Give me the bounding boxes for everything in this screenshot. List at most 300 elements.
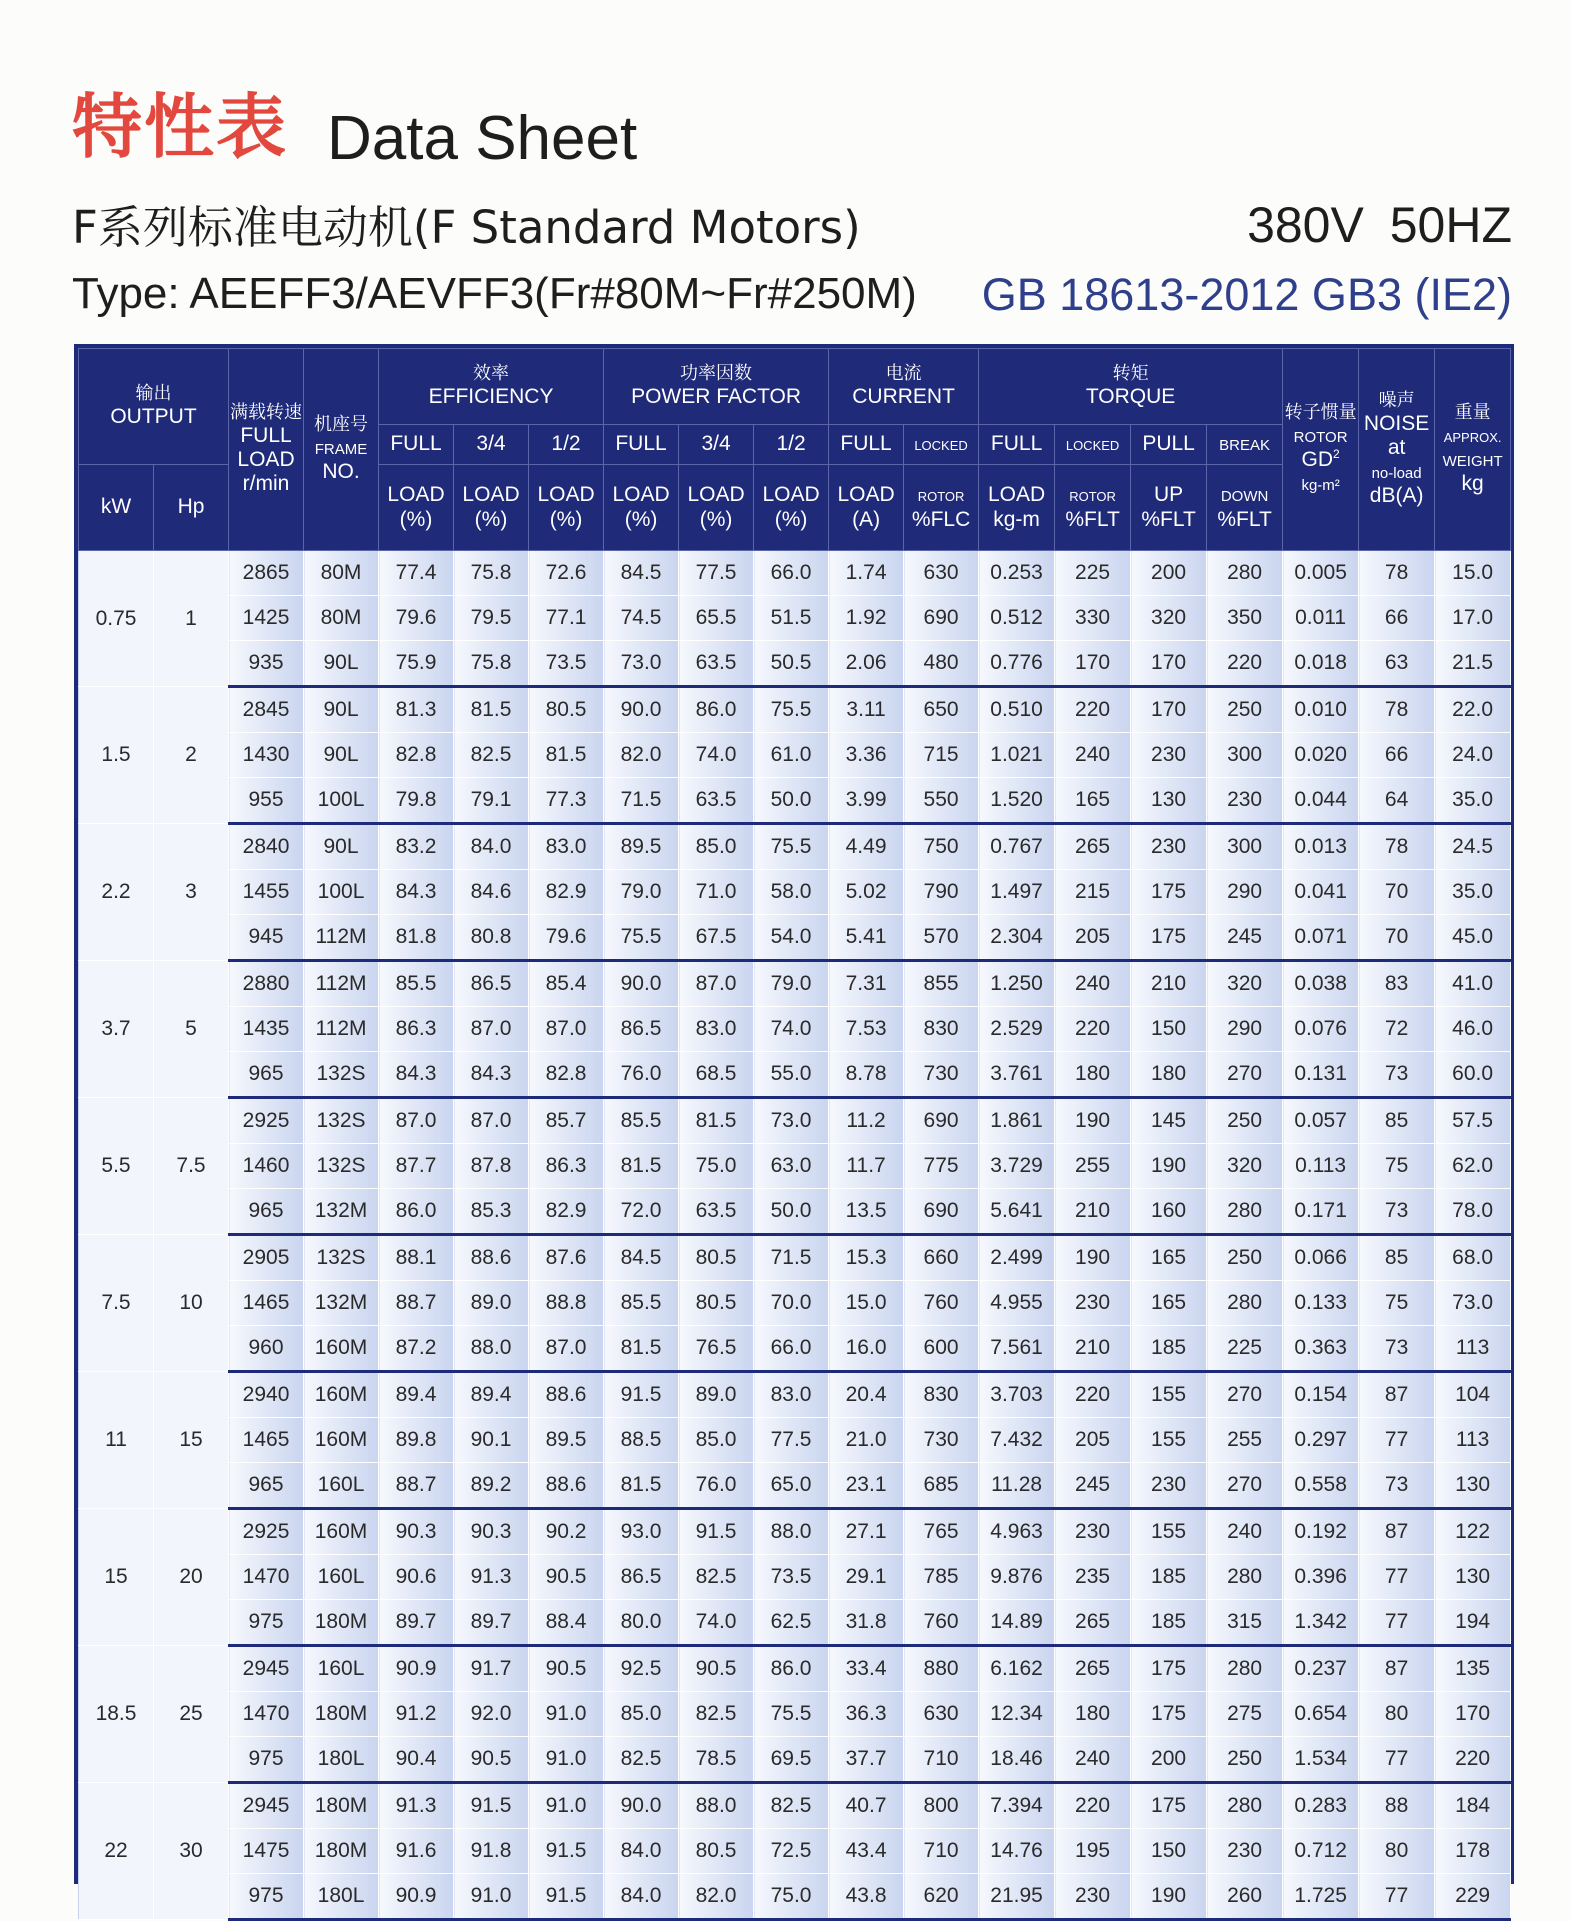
header-eff-full-load: LOAD (%) xyxy=(379,465,454,551)
table-cell: 2940 xyxy=(229,1372,304,1418)
table-cell: 91.0 xyxy=(529,1692,604,1737)
table-cell: 1435 xyxy=(229,1007,304,1052)
table-row xyxy=(79,1555,1511,1600)
table-cell: 4.955 xyxy=(979,1281,1055,1326)
table-cell: 90.3 xyxy=(379,1509,454,1555)
cell-hp: 30 xyxy=(154,1783,229,1920)
table-cell: 85.5 xyxy=(604,1281,679,1326)
table-cell: 0.558 xyxy=(1283,1463,1359,1509)
table-cell: 91.2 xyxy=(379,1692,454,1737)
table-cell: 40.7 xyxy=(829,1783,904,1829)
table-cell: 315 xyxy=(1207,1600,1283,1646)
table-cell: 3.703 xyxy=(979,1372,1055,1418)
table-cell: 77.1 xyxy=(529,596,604,641)
table-cell: 75 xyxy=(1359,1281,1435,1326)
table-cell: 122 xyxy=(1435,1509,1511,1555)
table-cell: 270 xyxy=(1207,1052,1283,1098)
table-cell: 24.5 xyxy=(1435,824,1511,870)
table-cell: 15.0 xyxy=(1435,551,1511,596)
table-cell: 0.776 xyxy=(979,641,1055,687)
table-cell: 76.0 xyxy=(679,1463,754,1509)
table-cell: 245 xyxy=(1055,1463,1131,1509)
table-cell: 84.0 xyxy=(604,1829,679,1874)
table-cell: 86.5 xyxy=(604,1007,679,1052)
table-cell: 75.0 xyxy=(754,1874,829,1920)
table-cell: 185 xyxy=(1131,1600,1207,1646)
table-cell: 75.0 xyxy=(679,1144,754,1189)
table-cell: 66.0 xyxy=(754,551,829,596)
table-cell: 1470 xyxy=(229,1692,304,1737)
table-cell: 73 xyxy=(1359,1463,1435,1509)
table-cell: 73.0 xyxy=(1435,1281,1511,1326)
table-row xyxy=(79,596,1511,641)
table-cell: 89.0 xyxy=(454,1281,529,1326)
table-cell: 190 xyxy=(1131,1144,1207,1189)
table-cell: 0.512 xyxy=(979,596,1055,641)
table-row xyxy=(79,1235,1511,1281)
table-cell: 175 xyxy=(1131,1692,1207,1737)
table-cell: 685 xyxy=(904,1463,979,1509)
table-cell: 760 xyxy=(904,1281,979,1326)
table-cell: 7.394 xyxy=(979,1783,1055,1829)
table-cell: 0.041 xyxy=(1283,870,1359,915)
cell-hp: 10 xyxy=(154,1235,229,1372)
table-cell: 87.2 xyxy=(379,1326,454,1372)
header-tq-break-down: DOWN %FLT xyxy=(1207,465,1283,551)
table-cell: 87.6 xyxy=(529,1235,604,1281)
table-cell: 975 xyxy=(229,1874,304,1920)
table-cell: 63.0 xyxy=(754,1144,829,1189)
table-cell: 84.3 xyxy=(379,870,454,915)
table-cell: 160 xyxy=(1131,1189,1207,1235)
table-cell: 220 xyxy=(1055,1783,1131,1829)
table-cell: 180M xyxy=(304,1692,379,1737)
table-row xyxy=(79,1372,1511,1418)
table-cell: 935 xyxy=(229,641,304,687)
table-cell: 320 xyxy=(1207,961,1283,1007)
table-cell: 5.641 xyxy=(979,1189,1055,1235)
table-cell: 1465 xyxy=(229,1418,304,1463)
table-cell: 77.5 xyxy=(679,551,754,596)
table-cell: 790 xyxy=(904,870,979,915)
table-cell: 175 xyxy=(1131,915,1207,961)
table-cell: 31.8 xyxy=(829,1600,904,1646)
table-cell: 180 xyxy=(1055,1692,1131,1737)
table-cell: 4.963 xyxy=(979,1509,1055,1555)
table-cell: 87 xyxy=(1359,1509,1435,1555)
table-cell: 60.0 xyxy=(1435,1052,1511,1098)
table-cell: 715 xyxy=(904,733,979,778)
table-cell: 265 xyxy=(1055,1600,1131,1646)
table-cell: 235 xyxy=(1055,1555,1131,1600)
table-cell: 300 xyxy=(1207,733,1283,778)
table-cell: 1425 xyxy=(229,596,304,641)
table-cell: 170 xyxy=(1435,1692,1511,1737)
table-cell: 35.0 xyxy=(1435,870,1511,915)
table-cell: 90.9 xyxy=(379,1874,454,1920)
header-pf-full-load: LOAD (%) xyxy=(604,465,679,551)
table-cell: 225 xyxy=(1055,551,1131,596)
header-torque: 转矩 TORQUE xyxy=(979,349,1283,425)
table-cell: 1.534 xyxy=(1283,1737,1359,1783)
table-cell: 630 xyxy=(904,1692,979,1737)
table-cell: 3.36 xyxy=(829,733,904,778)
table-cell: 74.0 xyxy=(754,1007,829,1052)
table-cell: 1.021 xyxy=(979,733,1055,778)
table-cell: 11.2 xyxy=(829,1098,904,1144)
table-cell: 200 xyxy=(1131,551,1207,596)
table-cell: 0.192 xyxy=(1283,1509,1359,1555)
table-row xyxy=(79,1463,1511,1509)
table-cell: 955 xyxy=(229,778,304,824)
table-cell: 90.5 xyxy=(454,1737,529,1783)
table-cell: 210 xyxy=(1055,1326,1131,1372)
table-cell: 855 xyxy=(904,961,979,1007)
table-header xyxy=(79,349,1511,551)
table-cell: 84.0 xyxy=(604,1874,679,1920)
table-cell: 21.0 xyxy=(829,1418,904,1463)
table-cell: 2905 xyxy=(229,1235,304,1281)
header-pf-3q-load: LOAD (%) xyxy=(679,465,754,551)
type-line: Type: AEEFF3/AEVFF3(Fr#80M~Fr#250M) xyxy=(72,269,917,318)
table-cell: 650 xyxy=(904,687,979,733)
table-cell: 250 xyxy=(1207,1098,1283,1144)
table-cell: 90.6 xyxy=(379,1555,454,1600)
table-cell: 765 xyxy=(904,1509,979,1555)
header-tq-locked-rotor: ROTOR %FLT xyxy=(1055,465,1131,551)
table-cell: 79.6 xyxy=(379,596,454,641)
table-cell: 80 xyxy=(1359,1692,1435,1737)
header-tq-locked: LOCKED xyxy=(1055,425,1131,465)
table-cell: 0.071 xyxy=(1283,915,1359,961)
table-cell: 75.5 xyxy=(754,1692,829,1737)
table-cell: 630 xyxy=(904,551,979,596)
header-full-load-speed: 满载转速 FULL LOAD r/min xyxy=(229,349,304,551)
table-cell: 230 xyxy=(1055,1281,1131,1326)
table-cell: 2925 xyxy=(229,1509,304,1555)
table-cell: 90.3 xyxy=(454,1509,529,1555)
cell-hp: 3 xyxy=(154,824,229,961)
table-cell: 91.0 xyxy=(529,1783,604,1829)
table-cell: 82.5 xyxy=(604,1737,679,1783)
table-cell: 130 xyxy=(1435,1555,1511,1600)
table-cell: 80.0 xyxy=(604,1600,679,1646)
table-cell: 7.53 xyxy=(829,1007,904,1052)
table-cell: 85 xyxy=(1359,1098,1435,1144)
table-cell: 320 xyxy=(1131,596,1207,641)
table-cell: 37.7 xyxy=(829,1737,904,1783)
table-cell: 88.6 xyxy=(529,1463,604,1509)
table-cell: 84.0 xyxy=(454,824,529,870)
header-noise: 噪声 NOISE at no-load dB(A) xyxy=(1359,349,1435,551)
table-cell: 79.5 xyxy=(454,596,529,641)
table-cell: 85.4 xyxy=(529,961,604,1007)
cell-kw: 2.2 xyxy=(79,824,154,961)
table-row xyxy=(79,778,1511,824)
table-cell: 132M xyxy=(304,1281,379,1326)
table-cell: 88 xyxy=(1359,1783,1435,1829)
table-row xyxy=(79,1007,1511,1052)
table-cell: 91.5 xyxy=(604,1372,679,1418)
table-cell: 730 xyxy=(904,1052,979,1098)
table-cell: 1430 xyxy=(229,733,304,778)
table-cell: 88.7 xyxy=(379,1281,454,1326)
table-cell: 0.283 xyxy=(1283,1783,1359,1829)
table-cell: 86.3 xyxy=(529,1144,604,1189)
table-cell: 3.11 xyxy=(829,687,904,733)
table-cell: 85.0 xyxy=(679,824,754,870)
table-row xyxy=(79,1692,1511,1737)
table-cell: 90.0 xyxy=(604,687,679,733)
table-row xyxy=(79,1326,1511,1372)
table-cell: 43.4 xyxy=(829,1829,904,1874)
table-cell: 64 xyxy=(1359,778,1435,824)
table-row xyxy=(79,961,1511,1007)
table-cell: 90.5 xyxy=(679,1646,754,1692)
table-cell: 570 xyxy=(904,915,979,961)
table-cell: 77 xyxy=(1359,1874,1435,1920)
table-row xyxy=(79,1144,1511,1189)
table-cell: 81.8 xyxy=(379,915,454,961)
table-cell: 1.92 xyxy=(829,596,904,641)
table-cell: 0.363 xyxy=(1283,1326,1359,1372)
cell-kw: 15 xyxy=(79,1509,154,1646)
table-cell: 250 xyxy=(1207,687,1283,733)
table-cell: 5.02 xyxy=(829,870,904,915)
table-cell: 82.8 xyxy=(529,1052,604,1098)
efficiency-standard: GB 18613-2012 GB3 (IE2) xyxy=(981,269,1512,320)
table-cell: 74.0 xyxy=(679,1600,754,1646)
table-cell: 0.654 xyxy=(1283,1692,1359,1737)
table-cell: 0.113 xyxy=(1283,1144,1359,1189)
table-cell: 80.5 xyxy=(679,1281,754,1326)
table-cell: 75.5 xyxy=(754,687,829,733)
table-cell: 88.0 xyxy=(754,1509,829,1555)
table-cell: 88.4 xyxy=(529,1600,604,1646)
header-eff-half-load: LOAD (%) xyxy=(529,465,604,551)
table-cell: 78.0 xyxy=(1435,1189,1511,1235)
table-cell: 77.5 xyxy=(754,1418,829,1463)
table-cell: 184 xyxy=(1435,1783,1511,1829)
header-rotor-inertia: 转子惯量 ROTOR $GD^2$ kg-m² xyxy=(1283,349,1359,551)
table-cell: 84.6 xyxy=(454,870,529,915)
table-cell: 82.5 xyxy=(679,1555,754,1600)
table-cell: 84.3 xyxy=(454,1052,529,1098)
table-cell: 210 xyxy=(1055,1189,1131,1235)
table-cell: 91.3 xyxy=(454,1555,529,1600)
header-eff-half: 1/2 xyxy=(529,425,604,465)
table-cell: 45.0 xyxy=(1435,915,1511,961)
table-cell: 75.5 xyxy=(754,824,829,870)
table-cell: 220 xyxy=(1435,1737,1511,1783)
header-tq-pull: PULL xyxy=(1131,425,1207,465)
cell-hp: 1 xyxy=(154,551,229,687)
table-cell: 600 xyxy=(904,1326,979,1372)
table-cell: 132M xyxy=(304,1189,379,1235)
table-cell: 88.5 xyxy=(604,1418,679,1463)
table-cell: 89.2 xyxy=(454,1463,529,1509)
table-cell: 81.5 xyxy=(679,1098,754,1144)
table-cell: 230 xyxy=(1207,778,1283,824)
table-cell: 290 xyxy=(1207,1007,1283,1052)
table-cell: 75.8 xyxy=(454,641,529,687)
table-cell: 0.010 xyxy=(1283,687,1359,733)
table-cell: 90L xyxy=(304,641,379,687)
table-cell: 1.74 xyxy=(829,551,904,596)
table-cell: 85.0 xyxy=(604,1692,679,1737)
table-cell: 90.0 xyxy=(604,1783,679,1829)
title-english: Data Sheet xyxy=(327,104,638,173)
table-row xyxy=(79,1874,1511,1920)
table-cell: 2945 xyxy=(229,1646,304,1692)
table-cell: 20.4 xyxy=(829,1372,904,1418)
table-cell: 82.8 xyxy=(379,733,454,778)
table-row xyxy=(79,1783,1511,1829)
table-cell: 82.0 xyxy=(679,1874,754,1920)
table-cell: 160L xyxy=(304,1646,379,1692)
table-cell: 975 xyxy=(229,1600,304,1646)
table-cell: 83 xyxy=(1359,961,1435,1007)
header-tq-pull-up: UP %FLT xyxy=(1131,465,1207,551)
table-cell: 78.5 xyxy=(679,1737,754,1783)
table-cell: 965 xyxy=(229,1463,304,1509)
table-cell: 7.432 xyxy=(979,1418,1055,1463)
table-cell: 81.5 xyxy=(604,1326,679,1372)
table-cell: 180 xyxy=(1131,1052,1207,1098)
table-cell: 27.1 xyxy=(829,1509,904,1555)
table-cell: 17.0 xyxy=(1435,596,1511,641)
table-cell: 155 xyxy=(1131,1509,1207,1555)
table-cell: 11.7 xyxy=(829,1144,904,1189)
table-cell: 73 xyxy=(1359,1189,1435,1235)
table-cell: 77 xyxy=(1359,1555,1435,1600)
table-row xyxy=(79,1646,1511,1692)
table-cell: 150 xyxy=(1131,1829,1207,1874)
table-cell: 72.6 xyxy=(529,551,604,596)
table-cell: 90L xyxy=(304,824,379,870)
table-cell: 80M xyxy=(304,551,379,596)
table-cell: 132S xyxy=(304,1235,379,1281)
table-cell: 690 xyxy=(904,1098,979,1144)
table-cell: 90.1 xyxy=(454,1418,529,1463)
table-cell: 84.5 xyxy=(604,1235,679,1281)
table-cell: 0.057 xyxy=(1283,1098,1359,1144)
table-cell: 255 xyxy=(1207,1418,1283,1463)
table-cell: 350 xyxy=(1207,596,1283,641)
table-cell: 82.9 xyxy=(529,1189,604,1235)
table-cell: 0.396 xyxy=(1283,1555,1359,1600)
table-cell: 220 xyxy=(1055,1372,1131,1418)
table-cell: 79.8 xyxy=(379,778,454,824)
table-cell: 87.0 xyxy=(454,1098,529,1144)
table-cell: 83.0 xyxy=(754,1372,829,1418)
table-cell: 90L xyxy=(304,733,379,778)
table-cell: 230 xyxy=(1055,1874,1131,1920)
table-cell: 87 xyxy=(1359,1372,1435,1418)
table-cell: 86.0 xyxy=(754,1646,829,1692)
table-cell: 0.767 xyxy=(979,824,1055,870)
table-cell: 21.95 xyxy=(979,1874,1055,1920)
table-cell: 205 xyxy=(1055,915,1131,961)
data-table xyxy=(78,348,1511,1921)
table-cell: 35.0 xyxy=(1435,778,1511,824)
table-cell: 15.0 xyxy=(829,1281,904,1326)
table-cell: 240 xyxy=(1055,1737,1131,1783)
table-cell: 79.0 xyxy=(754,961,829,1007)
table-cell: 113 xyxy=(1435,1326,1511,1372)
table-row xyxy=(79,824,1511,870)
cell-kw: 5.5 xyxy=(79,1098,154,1235)
table-cell: 72 xyxy=(1359,1007,1435,1052)
table-cell: 89.5 xyxy=(604,824,679,870)
table-cell: 1460 xyxy=(229,1144,304,1189)
table-cell: 1.342 xyxy=(1283,1600,1359,1646)
table-cell: 85.7 xyxy=(529,1098,604,1144)
table-cell: 550 xyxy=(904,778,979,824)
table-cell: 73 xyxy=(1359,1052,1435,1098)
table-cell: 50.0 xyxy=(754,778,829,824)
table-cell: 88.1 xyxy=(379,1235,454,1281)
table-cell: 90.5 xyxy=(529,1555,604,1600)
table-cell: 66.0 xyxy=(754,1326,829,1372)
table-cell: 0.018 xyxy=(1283,641,1359,687)
table-cell: 1.725 xyxy=(1283,1874,1359,1920)
table-cell: 80 xyxy=(1359,1829,1435,1874)
table-cell: 18.46 xyxy=(979,1737,1055,1783)
table-cell: 79.0 xyxy=(604,870,679,915)
table-cell: 88.8 xyxy=(529,1281,604,1326)
table-cell: 88.7 xyxy=(379,1463,454,1509)
table-cell: 230 xyxy=(1207,1829,1283,1874)
table-cell: 195 xyxy=(1055,1829,1131,1874)
table-cell: 66 xyxy=(1359,596,1435,641)
table-cell: 68.0 xyxy=(1435,1235,1511,1281)
voltage-rating: 380V 50HZ xyxy=(1247,197,1512,253)
table-cell: 190 xyxy=(1055,1098,1131,1144)
header-pf-three-quarter: 3/4 xyxy=(679,425,754,465)
table-cell: 90.2 xyxy=(529,1509,604,1555)
table-cell: 86.0 xyxy=(379,1189,454,1235)
table-cell: 82.9 xyxy=(529,870,604,915)
header-frame-no: 机座号 FRAME NO. xyxy=(304,349,379,551)
table-cell: 132S xyxy=(304,1052,379,1098)
table-cell: 63.5 xyxy=(679,1189,754,1235)
table-cell: 73.0 xyxy=(604,641,679,687)
table-cell: 80.8 xyxy=(454,915,529,961)
table-cell: 6.162 xyxy=(979,1646,1055,1692)
table-cell: 0.066 xyxy=(1283,1235,1359,1281)
table-cell: 0.297 xyxy=(1283,1418,1359,1463)
table-cell: 77 xyxy=(1359,1737,1435,1783)
cell-kw: 22 xyxy=(79,1783,154,1920)
table-cell: 63.5 xyxy=(679,778,754,824)
header-cur-full-load: LOAD (A) xyxy=(829,465,904,551)
table-cell: 205 xyxy=(1055,1418,1131,1463)
table-cell: 82.5 xyxy=(454,733,529,778)
table-row xyxy=(79,551,1511,596)
table-cell: 170 xyxy=(1055,641,1131,687)
table-cell: 91.6 xyxy=(379,1829,454,1874)
table-cell: 88.0 xyxy=(454,1326,529,1372)
table-cell: 270 xyxy=(1207,1463,1283,1509)
table-cell: 70 xyxy=(1359,870,1435,915)
header-eff-full: FULL xyxy=(379,425,454,465)
table-cell: 330 xyxy=(1055,596,1131,641)
table-cell: 220 xyxy=(1055,687,1131,733)
table-row xyxy=(79,1281,1511,1326)
table-cell: 180L xyxy=(304,1737,379,1783)
table-cell: 15.3 xyxy=(829,1235,904,1281)
